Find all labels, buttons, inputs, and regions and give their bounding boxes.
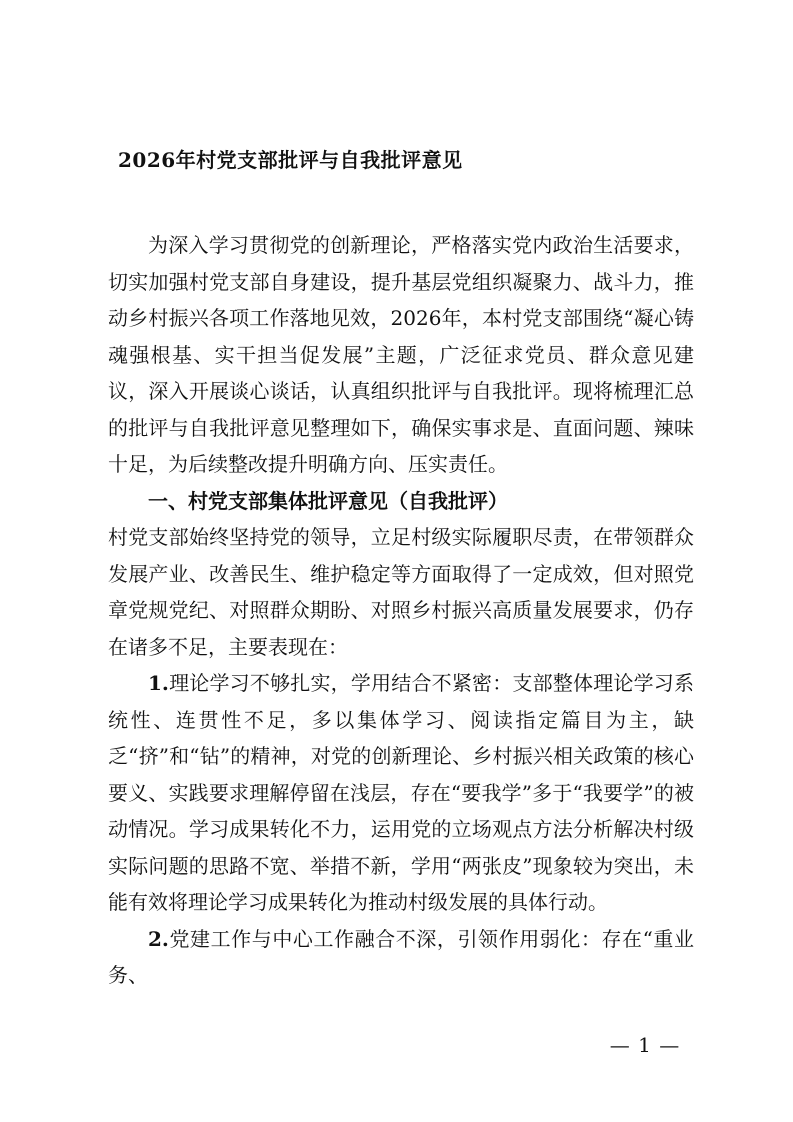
section-heading: 一、村党支部集体批评意见（自我批评） xyxy=(148,488,508,513)
page-number: — 1 — xyxy=(609,1033,681,1057)
item-number-2: 2. xyxy=(148,926,169,951)
section-intro-paragraph: 村党支部始终坚持党的领导，立足村级实际履职尽责，在带领群众发展产业、改善民生、维护稳定等方面取得了一定成效，但对照党章党规党纪、对照群众期盼、对照乡村振兴高质量发展要求，仍存在诸多不足，主要表现在： xyxy=(108,525,694,659)
item-text-1: 理论学习不够扎实，学用结合不紧密：支部整体理论学习系统性、连贯性不足，多以集体学习、阅读指定篇目为主，缺乏“挤”和“钻”的精神，对党的创新理论、乡村振兴相关政策的核心要义、实践要求理解停留在浅层，存在“要我学”多于“我要学”的被动情况。学习成果转化不力，运用党的立场观点方法分析解决村级实际问题的思路不宽、举措不新，学用“两张皮”现象较为突出，未能有效将理论学习成果转化为推动村级发展的具体行动。 xyxy=(108,671,694,914)
item-number-1: 1. xyxy=(148,671,169,695)
item-text-2: 党建工作与中心工作融合不深，引领作用弱化：存在“重业务、 xyxy=(108,926,694,987)
document-title: 2026年村党支部批评与自我批评意见 xyxy=(118,148,463,172)
document-body xyxy=(108,227,694,994)
item-paragraph-1 xyxy=(108,665,694,921)
item-paragraph-2 xyxy=(108,921,694,994)
intro-paragraph: 为深入学习贯彻党的创新理论，严格落实党内政治生活要求，切实加强村党支部自身建设，提升基层党组织凝聚力、战斗力，推动乡村振兴各项工作落地见效，2026年，本村党支部围绕“凝心铸魂强根基、实干担当促发展”主题，广泛征求党员、群众意见建议，深入开展谈心谈话，认真组织批评与自我批评。现将梳理汇总的批评与自我批评意见整理如下，确保实事求是、直面问题、辣味十足，为后续整改提升明确方向、压实责任。 xyxy=(108,233,694,476)
